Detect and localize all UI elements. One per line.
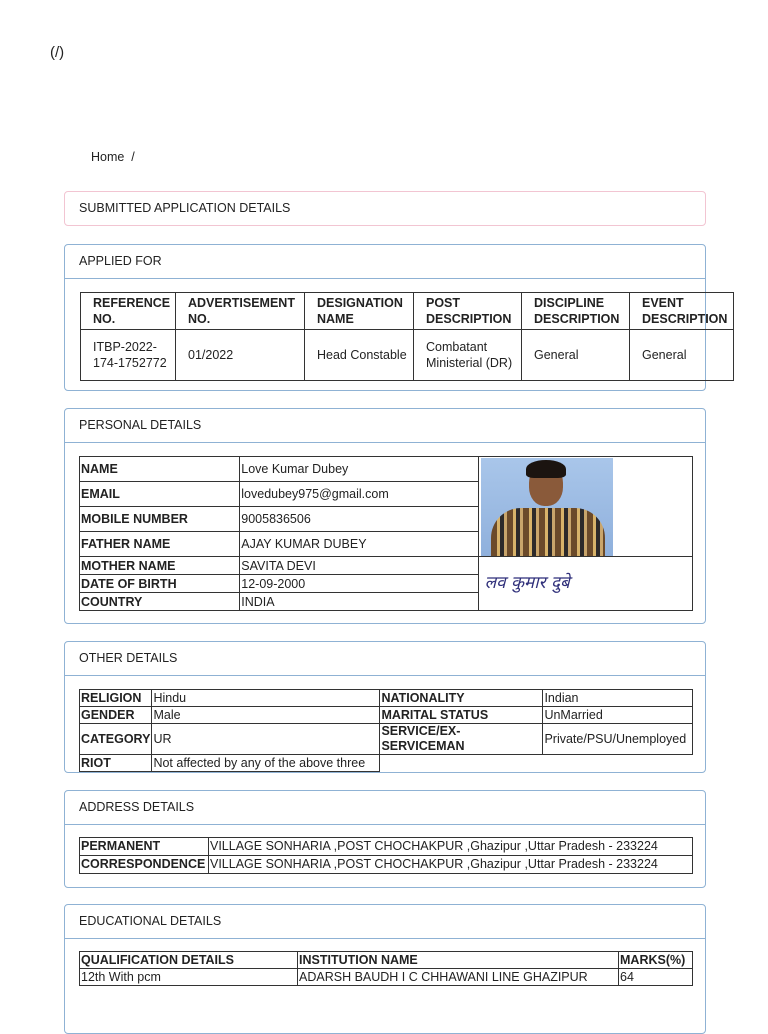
educational-details-title: EDUCATIONAL DETAILS [65, 905, 705, 939]
mother-name-label: MOTHER NAME [80, 557, 240, 575]
table-row [80, 707, 693, 724]
table-row [80, 838, 693, 856]
category-label: CATEGORY [80, 724, 152, 755]
col-advertisement-no: ADVERTISEMENT NO. [176, 293, 305, 330]
qualification-value: 12th With pcm [80, 969, 298, 986]
table-row [80, 856, 693, 874]
table-row [81, 330, 734, 381]
mobile-number-value: 9005836506 [240, 507, 478, 532]
date-of-birth-label: DATE OF BIRTH [80, 575, 240, 593]
gender-label: GENDER [80, 707, 152, 724]
applied-for-title: APPLIED FOR [65, 245, 705, 279]
correspondence-address-value: VILLAGE SONHARIA ,POST CHOCHAKPUR ,Ghazipur ,Uttar Pradesh - 233224 [209, 856, 693, 874]
name-value: Love Kumar Dubey [240, 457, 478, 482]
applicant-photo [481, 458, 613, 556]
signature-cell [478, 557, 692, 611]
nationality-value: Indian [543, 690, 693, 707]
mobile-number-label: MOBILE NUMBER [80, 507, 240, 532]
col-post-description: POST DESCRIPTION [414, 293, 522, 330]
col-designation-name: DESIGNATION NAME [305, 293, 414, 330]
col-event-description: EVENT DESCRIPTION [630, 293, 734, 330]
category-value: UR [152, 724, 380, 755]
table-row [80, 969, 693, 986]
marks-value: 64 [619, 969, 693, 986]
col-discipline-description: DISCIPLINE DESCRIPTION [522, 293, 630, 330]
applicant-signature: लव कुमार दुबे [484, 573, 570, 593]
event-description-value: General [630, 330, 734, 381]
submitted-application-title: SUBMITTED APPLICATION DETAILS [79, 201, 291, 215]
father-name-value: AJAY KUMAR DUBEY [240, 532, 478, 557]
breadcrumb-separator: / [131, 150, 135, 164]
applied-for-card [64, 244, 728, 391]
table-row [80, 557, 693, 575]
breadcrumb-home[interactable]: Home [91, 150, 125, 164]
service-value: Private/PSU/Unemployed [543, 724, 693, 755]
country-label: COUNTRY [80, 593, 240, 611]
address-details-table [79, 837, 693, 874]
date-of-birth-value: 12-09-2000 [240, 575, 478, 593]
table-header-row [80, 952, 693, 969]
religion-label: RELIGION [80, 690, 152, 707]
empty-cell [380, 755, 693, 772]
personal-details-card [64, 408, 706, 624]
other-details-title: OTHER DETAILS [65, 642, 705, 676]
service-label: SERVICE/EX-SERVICEMAN [380, 724, 543, 755]
email-value: lovedubey975@gmail.com [240, 482, 478, 507]
top-link[interactable]: (/) [50, 44, 65, 61]
nationality-label: NATIONALITY [380, 690, 543, 707]
col-marks: MARKS(%) [619, 952, 693, 969]
reference-no-value: ITBP-2022-174-1752772 [81, 330, 176, 381]
educational-details-card [64, 904, 706, 1034]
educational-details-table [79, 951, 693, 986]
table-row [80, 690, 693, 707]
religion-value: Hindu [152, 690, 380, 707]
riot-value: Not affected by any of the above three [152, 755, 380, 772]
table-row [80, 724, 693, 755]
applied-for-table [80, 292, 734, 381]
correspondence-address-label: CORRESPONDENCE [80, 856, 209, 874]
personal-details-table [79, 456, 693, 611]
permanent-address-label: PERMANENT [80, 838, 209, 856]
post-description-value: Combatant Ministerial (DR) [414, 330, 522, 381]
father-name-label: FATHER NAME [80, 532, 240, 557]
permanent-address-value: VILLAGE SONHARIA ,POST CHOCHAKPUR ,Ghazipur ,Uttar Pradesh - 233224 [209, 838, 693, 856]
institution-value: ADARSH BAUDH I C CHHAWANI LINE GHAZIPUR [298, 969, 619, 986]
breadcrumb [91, 150, 135, 164]
marital-status-label: MARITAL STATUS [380, 707, 543, 724]
address-details-title: ADDRESS DETAILS [65, 791, 705, 825]
photo-cell [478, 457, 692, 557]
country-value: INDIA [240, 593, 478, 611]
mother-name-value: SAVITA DEVI [240, 557, 478, 575]
submitted-application-card [64, 191, 706, 226]
col-institution-name: INSTITUTION NAME [298, 952, 619, 969]
table-row [80, 755, 693, 772]
address-details-card [64, 790, 706, 888]
discipline-description-value: General [522, 330, 630, 381]
other-details-table [79, 689, 693, 772]
name-label: NAME [80, 457, 240, 482]
table-row [80, 457, 693, 482]
marital-status-value: UnMarried [543, 707, 693, 724]
gender-value: Male [152, 707, 380, 724]
col-reference-no: REFERENCE NO. [81, 293, 176, 330]
table-header-row [81, 293, 734, 330]
col-qualification-details: QUALIFICATION DETAILS [80, 952, 298, 969]
personal-details-title: PERSONAL DETAILS [65, 409, 705, 443]
other-details-card [64, 641, 706, 773]
advertisement-no-value: 01/2022 [176, 330, 305, 381]
riot-label: RIOT [80, 755, 152, 772]
email-label: EMAIL [80, 482, 240, 507]
designation-name-value: Head Constable [305, 330, 414, 381]
